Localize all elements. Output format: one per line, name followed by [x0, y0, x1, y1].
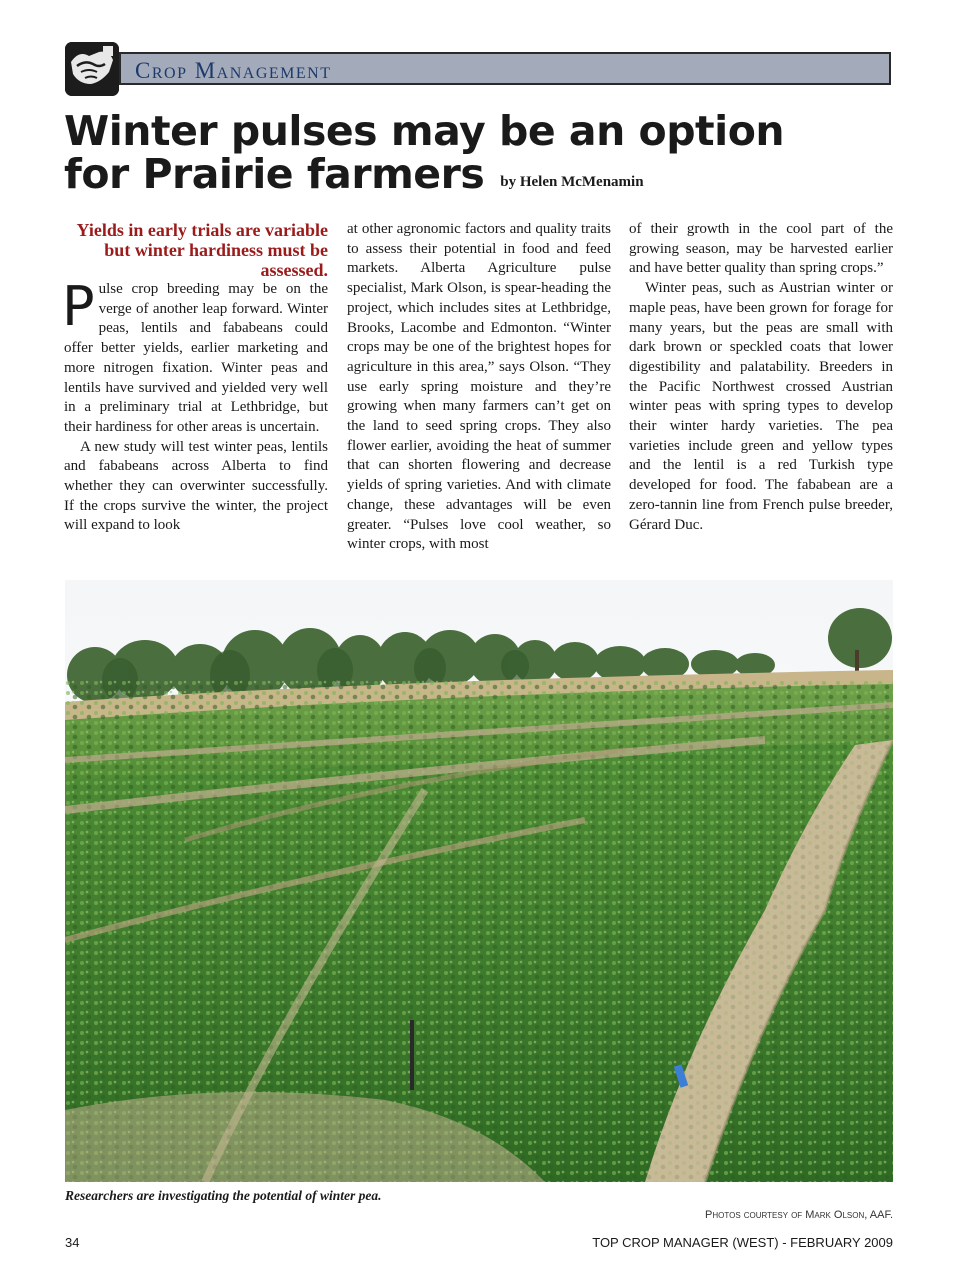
page-number: 34 [65, 1235, 80, 1250]
headline-line-2: for Prairie farmers [64, 150, 485, 198]
article-column-2 [347, 220, 611, 555]
photo-credit: Photos courtesy of Mark Olson, AAF. [705, 1209, 893, 1221]
article-column-3 [629, 220, 893, 535]
drop-cap: P [62, 275, 95, 338]
section-logo [65, 42, 119, 96]
handshake-icon [65, 42, 119, 96]
headline-line-1: Winter pulses may be an option [64, 107, 785, 155]
section-label: Crop Management [135, 58, 332, 83]
field-trial-photo [65, 580, 893, 1182]
paragraph-text: ulse crop breeding may be on the verge of another leap forward. Winter peas, lentils and fababeans could offer better yields, earlier marketing and more nitrogen fixation. Winter peas and lentils have survived and yielded very well in a preliminary trial at Lethbridge, but their hardiness for other areas is uncertain. [64, 281, 328, 435]
photo-caption: Researchers are investigating the potential of winter pea. [65, 1188, 382, 1203]
article-paragraph: Winter peas, such as Austrian winter or maple peas, have been grown for forage for many years, but the peas are small with dark brown or speckled coats that lower digestibility and palatability. Breeders in the Pacific Northwest crossed Austrian winter peas with spring types to develop their winter hardy varieties. The pea varieties include green and yellow types and the lentil is a red Turkish type developed for food. The fababean are a zero-tannin line from French pulse breeder, Gérard Duc. [629, 280, 893, 533]
publication-footer: TOP CROP MANAGER (WEST) - FEBRUARY 2009 [592, 1235, 893, 1250]
article-paragraph [62, 275, 328, 438]
article-deck: Yields in early trials are variable but winter hardiness must be assessed. [76, 220, 328, 280]
article-column-1 [64, 220, 328, 536]
article-headline [64, 107, 894, 204]
article-paragraph: A new study will test winter peas, lentils and fababeans across Alberta to find whether they can overwinter successfully. If the crops survive the winter, the project will expand to look [64, 438, 328, 534]
article-paragraph: at other agronomic factors and quality traits to assess their potential in food and feed markets. Alberta Agriculture pulse specialist, Mark Olson, is spear-heading the project, which includes sites at Lethbridge, Brooks, Lacombe and Edmonton. “Winter crops may be one of the brightest hopes for agriculture in this area,” says Olson. “They use early spring moisture and they’re growing when many farmers can’t get on the land to seed spring crops. They also flower earlier, avoiding the heat of summer that can shorten flowering and decrease yields of spring varieties. And with climate change, these advantages will be even greater. “Pulses love cool weather, so winter crops, with most [347, 221, 611, 553]
byline: by Helen McMenamin [500, 174, 644, 190]
section-banner [119, 52, 891, 85]
article-paragraph: of their growth in the cool part of the growing season, may be harvested earlier and have better quality than spring crops.” [629, 221, 893, 277]
